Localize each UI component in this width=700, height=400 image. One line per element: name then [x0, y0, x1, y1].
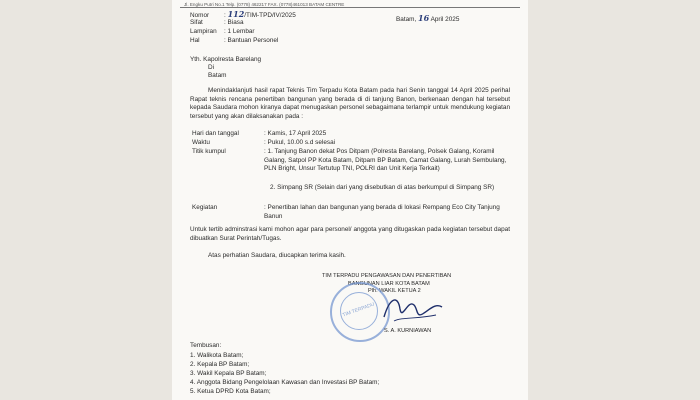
signature-org-line2: BANGUNAN LIAR KOTA BATAM [348, 281, 430, 287]
meta-attachment-row [190, 28, 255, 37]
detail-label-meeting-point: Titik kumpul [192, 148, 226, 155]
subject-value: : Bantuan Personel [224, 37, 279, 44]
date-suffix: April 2025 [430, 16, 460, 23]
stamp-text: TIM TERPADU [341, 301, 376, 319]
date-prefix: Batam, [396, 16, 417, 23]
cc-item: 1. Walikota Batam; [190, 352, 244, 359]
letterhead-divider [180, 7, 520, 8]
cc-item: 4. Anggota Bidang Pengelolaan Kawasan dan Investasi BP Batam; [190, 379, 380, 386]
meta-subject-row [190, 37, 278, 46]
meta-nature-row [190, 19, 244, 28]
letter-page [172, 0, 528, 400]
attachment-value: : 1 Lembar [224, 28, 255, 35]
cc-title: Tembusan: [190, 342, 222, 349]
detail-value-time: : Pukul, 10.00 s.d selesai [264, 139, 336, 146]
detail-label-time: Waktu [192, 139, 210, 146]
handwritten-number: 112 [227, 9, 245, 19]
recipient-at: Di [208, 64, 215, 71]
detail-label-date: Hari dan tanggal [192, 130, 239, 137]
signature-role: Plh. WAKIL KETUA 2 [368, 288, 421, 294]
detail-value-activity: : Penertiban lahan dan bangunan yang berada di lokasi Rempang Eco City Tanjung Banun [264, 204, 500, 220]
handwritten-date: 16 [418, 13, 430, 23]
detail-value-meeting-point-2: 2. Simpang SR (Selain dari yang disebutkan di atas berkumpul di Simpang SR) [270, 184, 495, 191]
signature-org-line1: TIM TERPADU PENGAWASAN DAN PENERTIBAN [322, 273, 452, 279]
recipient-name: Yth. Kapolresta Barelang [190, 56, 262, 63]
number-value: /TIM-TPD/IV/2025 [244, 12, 296, 19]
nature-value: : Biasa [224, 19, 244, 26]
attachment-label: Lampiran [190, 28, 217, 35]
subject-label: Hal [190, 37, 200, 44]
closing-text: Atas perhatian Saudara, diucapkan terima kasih. [208, 252, 346, 259]
cc-item: 5. Ketua DPRD Kota Batam; [190, 388, 271, 395]
detail-value-meeting-point-1: : 1. Tanjung Banon dekat Pos Ditpam (Polresta Barelang, Polsek Galang, Koramil Galang, Satpol PP Kota Batam, Ditpam BP Batam, Camat Galang, Lurah Sembulang, PLN Bright, Unsur Tertutup TNI, POLRI dan Unit Kerja Terkait) [264, 148, 507, 173]
order-note: Untuk tertib adminstrasi kami mohon agar para personel/ anggota yang ditugaskan pada kegiatan tersebut dapat dibuatkan Surat Perintah/Tugas. [190, 226, 510, 242]
cc-item: 2. Kepala BP Batam; [190, 361, 250, 368]
letter-date [396, 14, 459, 25]
nature-label: Sifat [190, 19, 203, 26]
detail-value-date: : Kamis, 17 April 2025 [264, 130, 327, 137]
handwritten-signature [378, 291, 448, 327]
signatory-name: S. A. KURNIAWAN [384, 328, 432, 334]
recipient-city: Batam [208, 72, 227, 79]
intro-paragraph: Menindaklanjuti hasil rapat Teknis Tim Terpadu Kota Batam pada hari Senin tanggal 14 April 2025 perihal Rapat teknis rencana penertiban bangunan yang berada di di tanjung Banon, berkenaan dengan hal tersebut kepada Saudara mohon kiranya dapat menugaskan personel sebagaimana terlampir untuk mendukung kegiatan tersebut yang akan dilaksanakan pada : [190, 87, 510, 120]
meta-number-row: Nomor : 112/TIM-TPD/IV/2025 [190, 9, 296, 19]
letterhead-address: Jl. Engku Putri No.1 Telp. (0778) 462217 FAX. (0778)461013 BATAM CENTRE [184, 2, 345, 7]
cc-item: 3. Wakil Kepala BP Batam; [190, 370, 267, 377]
detail-label-activity: Kegiatan [192, 204, 218, 211]
number-label: Nomor [190, 12, 210, 19]
